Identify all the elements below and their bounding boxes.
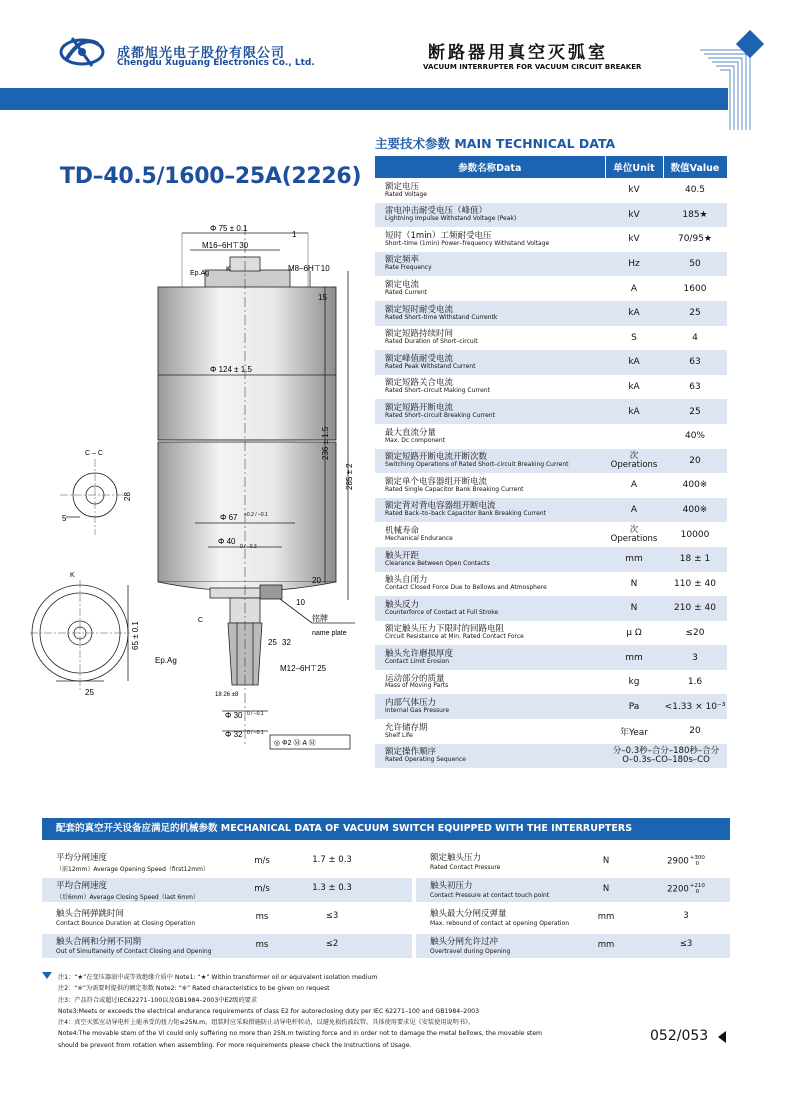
mech-param-en: Out of Simultaneity of Contact Closing and Opening	[56, 948, 212, 955]
company-logo-icon	[58, 30, 106, 74]
mech-value: 2900	[667, 856, 689, 867]
product-title-cn: 断路器用真空灭弧室	[428, 43, 608, 63]
param-en: Clearance Between Open Contacts	[385, 559, 490, 567]
value-cell: ≤20	[685, 627, 705, 638]
dim-d32: Φ 32	[225, 730, 243, 739]
table-row	[375, 252, 727, 277]
unit-en: Operations	[610, 459, 658, 470]
param-cn: 额定短路持续时间	[385, 329, 454, 340]
param-cn: 额定操作顺序	[385, 747, 437, 758]
param-cell	[375, 744, 605, 769]
label-epag-top: Ep.Ag	[190, 270, 210, 277]
mechanical-data-header: 配套的真空开关设备应满足的机械参数 MECHANICAL DATA OF VACUUM SWITCH EQUIPPED WITH THE INTERRUPTERS	[42, 818, 730, 840]
unit-cell: mm	[605, 547, 663, 572]
mech-unit: N	[602, 856, 610, 866]
value-cell: 10000	[680, 529, 710, 540]
param-cell	[375, 473, 605, 498]
dim-d32-tol: 0 / –0.1	[247, 730, 264, 736]
table-row	[375, 449, 727, 474]
note-line: 注4：真空灭弧室动导电杆上能承受的扭力矩≤25N.m，组装时应采取措施防止动导电杆转动，以避免损伤波纹管。具体使用要求见《安装使用说明书》。	[58, 1019, 475, 1027]
notes-marker-icon	[42, 972, 52, 979]
param-cell	[375, 572, 605, 597]
dim-15: 15	[318, 293, 327, 302]
dim-285: 285 ± 2	[345, 463, 354, 490]
param-cn: 内部气体压力	[385, 698, 437, 709]
param-cell	[375, 350, 605, 375]
param-en: Shelf Life	[385, 731, 413, 739]
table-row	[375, 473, 727, 498]
mech-param-cn: 触头合闸弹跳时间	[56, 909, 125, 919]
table-row	[375, 326, 727, 351]
table-row	[375, 301, 727, 326]
table-row	[375, 670, 727, 695]
note-line: Note3:Meets or exceeds the electrical endurance requirements of class E2 for autoreclosing duty per IEC 62271–100 and GB1984–2003	[58, 1007, 480, 1015]
datum-circle: 1	[292, 230, 297, 239]
mech-row	[416, 850, 730, 874]
unit-cell: kA	[605, 350, 663, 375]
table-row	[375, 178, 727, 203]
dim-d30: Φ 30	[225, 711, 243, 720]
mech-tol-plus: +210	[689, 883, 705, 889]
param-cell	[375, 547, 605, 572]
mech-row	[42, 934, 412, 958]
value-line1: 分–0.3秒–合分–180秒–合分	[612, 746, 720, 757]
value-cell: 400※	[663, 498, 727, 523]
param-cn: 雷电冲击耐受电压（峰值）	[385, 206, 488, 217]
table-row	[375, 375, 727, 400]
mech-param-en: Contact Pressure at contact touch point	[430, 892, 550, 899]
param-cn: 允许储存期	[385, 722, 428, 733]
decorative-stripes-icon	[690, 20, 780, 130]
param-en: Circuit Resistance at Min. Rated Contact Force	[385, 633, 524, 641]
param-cell	[375, 424, 605, 449]
param-en: Internal Gas Pressure	[385, 707, 450, 715]
mech-tol-minus: 0	[695, 861, 700, 867]
label-k-bottom: K	[70, 572, 75, 579]
table-row	[375, 522, 727, 547]
value-cell: <1.33 × 10⁻³	[663, 694, 727, 719]
header-unit: 单位Unit	[605, 156, 663, 178]
param-cn: 触头自闭力	[385, 575, 428, 586]
param-en: Rated Short–time Withstand Currentk	[385, 313, 498, 321]
param-en: Rated Duration of Short–circuit	[385, 338, 478, 346]
param-cell	[375, 670, 605, 695]
value-cell	[605, 744, 727, 769]
param-en: Max. Dc component	[385, 436, 445, 444]
value-cell: 20	[689, 726, 701, 737]
mech-unit: ms	[255, 912, 269, 922]
param-cn: 机械寿命	[385, 526, 420, 536]
dim-d30-tol: 0 / –0.1	[247, 711, 264, 717]
mech-param-en: Overtravel during Opening	[430, 948, 511, 955]
param-cn: 额定电流	[385, 280, 420, 291]
value-cell: 25	[663, 399, 727, 424]
value-line2: O–0.3s–CO–180s–CO	[622, 754, 710, 765]
param-cell	[375, 227, 605, 252]
value-cell: 1.6	[687, 677, 703, 688]
dim-d40-tol: 0 / –0.3	[240, 544, 257, 550]
mech-tol-plus: +300	[689, 855, 705, 861]
mech-param-cn: 平均分闸速度	[56, 853, 108, 863]
param-en: Rated Voltage	[385, 190, 427, 198]
mech-param-en: Rated Contact Pressure	[430, 864, 501, 871]
unit-cn: 次	[629, 525, 639, 536]
mech-param-en: （后6mm）Average Closing Speed（last 6mm）	[56, 894, 199, 901]
mech-value: 1.3 ± 0.3	[312, 883, 352, 893]
dim-10: 10	[296, 598, 305, 607]
dim-d67-tol: +0.2 / –0.1	[244, 512, 268, 518]
param-en: Lightning Impulse Withstand Voltage (Peak)	[385, 215, 517, 223]
param-cn: 额定单个电容器组开断电流	[385, 476, 488, 487]
section-c: C	[198, 617, 204, 624]
table-header-row	[375, 156, 727, 178]
mech-value: 1.7 ± 0.3	[312, 855, 352, 865]
param-cn: 额定短路开断电流开断次数	[385, 452, 488, 463]
mech-value: ≤3	[325, 911, 339, 921]
unit-cell: S	[631, 332, 637, 343]
table-row	[375, 645, 727, 670]
value-cell: 3	[663, 645, 727, 670]
dim-d124: Φ 124 ± 1.5	[210, 365, 252, 374]
note-line: should be prevent from rotation when assembling. For more requirements please check the Instructions of Usage.	[58, 1041, 412, 1049]
unit-cn: 次	[629, 451, 639, 462]
mech-param-cn: 平均合闸速度	[56, 881, 108, 891]
value-cell: 63	[689, 382, 701, 393]
mech-value: ≤2	[325, 939, 339, 949]
param-cell	[375, 522, 605, 547]
value-cell: 1600	[683, 283, 707, 294]
mech-value: 3	[683, 911, 689, 921]
unit-cell: kA	[605, 301, 663, 326]
param-cn: 额定峰值耐受电流	[385, 353, 454, 364]
table-row	[375, 621, 727, 646]
section-cc: C – C	[85, 450, 103, 457]
unit-cell: kA	[628, 382, 640, 393]
param-cn: 额定短路关合电流	[385, 378, 454, 389]
param-en: Counterforce of Contact at Full Stroke	[385, 608, 499, 616]
param-cell	[375, 596, 605, 621]
mech-unit: mm	[597, 940, 615, 950]
value-cell: 63	[663, 350, 727, 375]
notes-block	[58, 972, 718, 1051]
table-row	[375, 203, 727, 228]
dim-236: 236 ± 1.5	[321, 426, 330, 460]
unit-cell: N	[630, 578, 638, 589]
company-name-en: Chengdu Xuguang Electronics Co., Ltd.	[117, 58, 315, 68]
product-title-en: VACUUM INTERRUPTER FOR VACUUM CIRCUIT BREAKER	[423, 63, 642, 71]
table-row	[375, 547, 727, 572]
param-cell	[375, 375, 605, 400]
value-cell: 40%	[684, 431, 705, 442]
unit-cell: kV	[628, 234, 640, 245]
mech-value: ≤3	[679, 939, 693, 949]
unit-cell: A	[630, 480, 638, 491]
unit-cell: kg	[628, 677, 640, 688]
table-row	[375, 424, 727, 449]
value-cell: 4	[692, 332, 698, 343]
param-en: Rate Frequency	[385, 264, 432, 272]
dim-m8: M8–6H⊤10	[288, 264, 330, 273]
dim-20: 20	[312, 576, 321, 585]
tolerance-frame: ◎ Φ2 Ⓜ A Ⓜ	[274, 740, 316, 747]
param-cn: 运动部分的质量	[385, 673, 445, 684]
unit-cell: mm	[605, 645, 663, 670]
param-en: Mechanical Endurance	[385, 534, 453, 542]
table-row	[375, 276, 727, 301]
unit-cell: N	[605, 596, 663, 621]
param-cn: 触头反力	[385, 599, 420, 610]
value-cell: 50	[663, 252, 727, 277]
param-en: Rated Short–circuit Making Current	[385, 387, 490, 395]
dim-32-stem: 32	[282, 638, 291, 647]
mech-row	[42, 878, 412, 902]
note-line: 注3：产品符合或超过IEC62271–100以及GB1984–2003中E2级的要求	[58, 996, 258, 1004]
unit-cell: A	[630, 283, 638, 294]
param-cell	[375, 276, 605, 301]
unit-cell: kA	[605, 399, 663, 424]
value-cell: 40.5	[684, 185, 706, 196]
param-en: Contact Limit Erosion	[385, 657, 450, 665]
param-en: Short–time (1min) Power–frequency Withstand Voltage	[385, 239, 550, 247]
param-cn: 额定频率	[385, 255, 420, 266]
mech-param-cn: 触头初压力	[430, 881, 473, 891]
unit-cell: A	[605, 498, 663, 523]
value-cell: 110 ± 40	[674, 578, 716, 589]
param-cell	[375, 645, 605, 670]
unit-cell: μ Ω	[626, 627, 642, 638]
param-cell	[375, 203, 605, 228]
unit-en: Operations	[610, 533, 658, 544]
param-cn: 触头开距	[385, 550, 420, 561]
value-cell: 20	[663, 449, 727, 474]
mech-param-cn: 触头合闸和分闸不同期	[56, 937, 142, 947]
mech-unit: m/s	[254, 856, 270, 866]
param-en: Rated Current	[385, 288, 428, 296]
unit-cell: kV	[628, 185, 640, 196]
mech-row	[42, 850, 412, 874]
param-en: Rated Single Capacitor Bank Breaking Current	[385, 485, 524, 493]
value-cell: 185★	[663, 203, 727, 228]
mech-unit: m/s	[254, 884, 270, 894]
value-cell: 25	[663, 301, 727, 326]
param-cn: 额定触头压力下限时的回路电阻	[385, 624, 505, 635]
header-accent-bar	[0, 88, 728, 110]
param-en: Rated Back–to–back Capacitor Bank Breaking Current	[385, 510, 546, 518]
header-data: 参数名称Data	[375, 156, 605, 178]
value-cell: 400※	[682, 480, 708, 491]
table-row	[375, 694, 727, 719]
table-row	[375, 498, 727, 523]
table-row	[375, 572, 727, 597]
label-epag-bottom: Ep.Ag	[155, 656, 177, 665]
note-line: Note4:The movable stem of the VI could only suffering no more than 25N.m twisting force and in order not to damage the metal bellows, the movable stem	[58, 1030, 543, 1038]
param-en: Rated Operating Sequence	[385, 756, 466, 764]
page-arrow-icon	[718, 1031, 726, 1043]
mech-unit: N	[602, 884, 610, 894]
nameplate-en: name plate	[312, 630, 347, 637]
nameplate-cn: 铭牌	[312, 614, 328, 623]
value-cell: 210 ± 40	[663, 596, 727, 621]
unit-cell: Hz	[605, 252, 663, 277]
mech-row	[416, 878, 730, 902]
mech-value: 2200	[667, 884, 689, 895]
mech-param-cn: 触头分闸允许过冲	[430, 937, 499, 947]
param-cell	[375, 621, 605, 646]
label-k-top: K	[226, 266, 231, 273]
dim-25-bottom: 25	[85, 688, 94, 697]
value-cell: 18 ± 1	[663, 547, 727, 572]
mech-param-en: Contact Bounce Duration at Closing Operation	[56, 920, 196, 927]
param-cn: 最大直流分量	[385, 427, 437, 438]
param-cn: 额定电压	[385, 181, 420, 192]
unit-cell: kV	[605, 203, 663, 228]
param-cell	[375, 449, 605, 474]
param-cell	[375, 399, 605, 424]
mech-row	[42, 906, 412, 930]
dim-d40: Φ 40	[218, 537, 236, 546]
mech-tol-minus: 0	[695, 889, 700, 895]
mech-row	[416, 934, 730, 958]
mech-param-en: Max. rebound of contact at opening Operation	[430, 920, 570, 927]
page-number: 052/053	[650, 1028, 709, 1044]
param-cn: 额定背对背电容器组开断电流	[385, 501, 496, 512]
dim-d75: Φ 75 ± 0.1	[210, 224, 248, 233]
param-en: Contact Closed Force Due to Bellows and Atmosphere	[385, 584, 547, 592]
param-en: Rated Short–circuit Breaking Current	[385, 411, 495, 419]
unit-cell: 年Year	[619, 727, 649, 738]
table-row	[375, 719, 727, 744]
dim-5: 5	[62, 514, 67, 523]
value-cell: 70/95★	[677, 234, 712, 245]
note-line: 注1：“★”在变压器油中或等效绝缘介质中 Note1: “★” Within transformer oil or equivalent isolation medium	[58, 974, 378, 981]
unit-cell	[605, 522, 663, 547]
param-cell	[375, 252, 605, 277]
model-number: TD–40.5/1600–25A(2226)	[60, 164, 362, 189]
mech-unit: ms	[255, 940, 269, 950]
mech-param-cn: 额定触头压力	[430, 853, 482, 863]
param-cell	[375, 301, 605, 326]
param-en: Switching Operations of Rated Short–circuit Breaking Current	[385, 461, 569, 469]
unit-cell	[605, 424, 663, 449]
param-en: Mass of Moving Parts	[385, 682, 449, 690]
unit-cell	[605, 449, 663, 474]
technical-data-table	[375, 156, 728, 768]
param-cell	[375, 326, 605, 351]
table-row	[375, 744, 727, 769]
company-name-cn: 成都旭光电子股份有限公司	[117, 46, 286, 61]
dim-65: 65 ± 0.1	[131, 621, 140, 650]
interrupter-drawing	[30, 205, 375, 765]
table-row	[375, 399, 727, 424]
table-row	[375, 350, 727, 375]
mech-unit: mm	[597, 912, 615, 922]
param-cn: 额定短路开断电流	[385, 403, 454, 414]
header-value: 数值Value	[663, 156, 727, 178]
mech-param-cn: 触头最大分闸反弹量	[430, 909, 507, 919]
dim-18: 18 26 ±8	[215, 692, 239, 698]
note-line: 注2：“※”为需要时提供的额定参数 Note2: “※” Rated characteristics to be given on request	[58, 985, 330, 993]
param-cn: 额定短时耐受电流	[385, 304, 454, 315]
table-row	[375, 596, 727, 621]
dim-m12: M12–6H⊤25	[280, 664, 327, 673]
mech-param-en: （前12mm）Average Opening Speed（first12mm）	[56, 866, 209, 873]
param-cell	[375, 694, 605, 719]
param-cn: 短时（1min）工频耐受电压	[385, 230, 492, 241]
param-cell	[375, 498, 605, 523]
param-en: Rated Peak Withstand Current	[385, 362, 476, 370]
table-row	[375, 227, 727, 252]
dim-28: 28	[123, 492, 132, 501]
param-cell	[375, 719, 605, 744]
mech-row	[416, 906, 730, 930]
param-cell	[375, 178, 605, 203]
section-title: 主要技术参数 MAIN TECHNICAL DATA	[375, 136, 616, 151]
dim-m16: M16–6H⊤30	[202, 241, 249, 250]
param-cn: 触头允许磨损厚度	[385, 648, 454, 659]
dim-25-stem: 25	[268, 638, 277, 647]
dim-d67: Φ 67	[220, 513, 238, 522]
unit-cell: Pa	[605, 694, 663, 719]
